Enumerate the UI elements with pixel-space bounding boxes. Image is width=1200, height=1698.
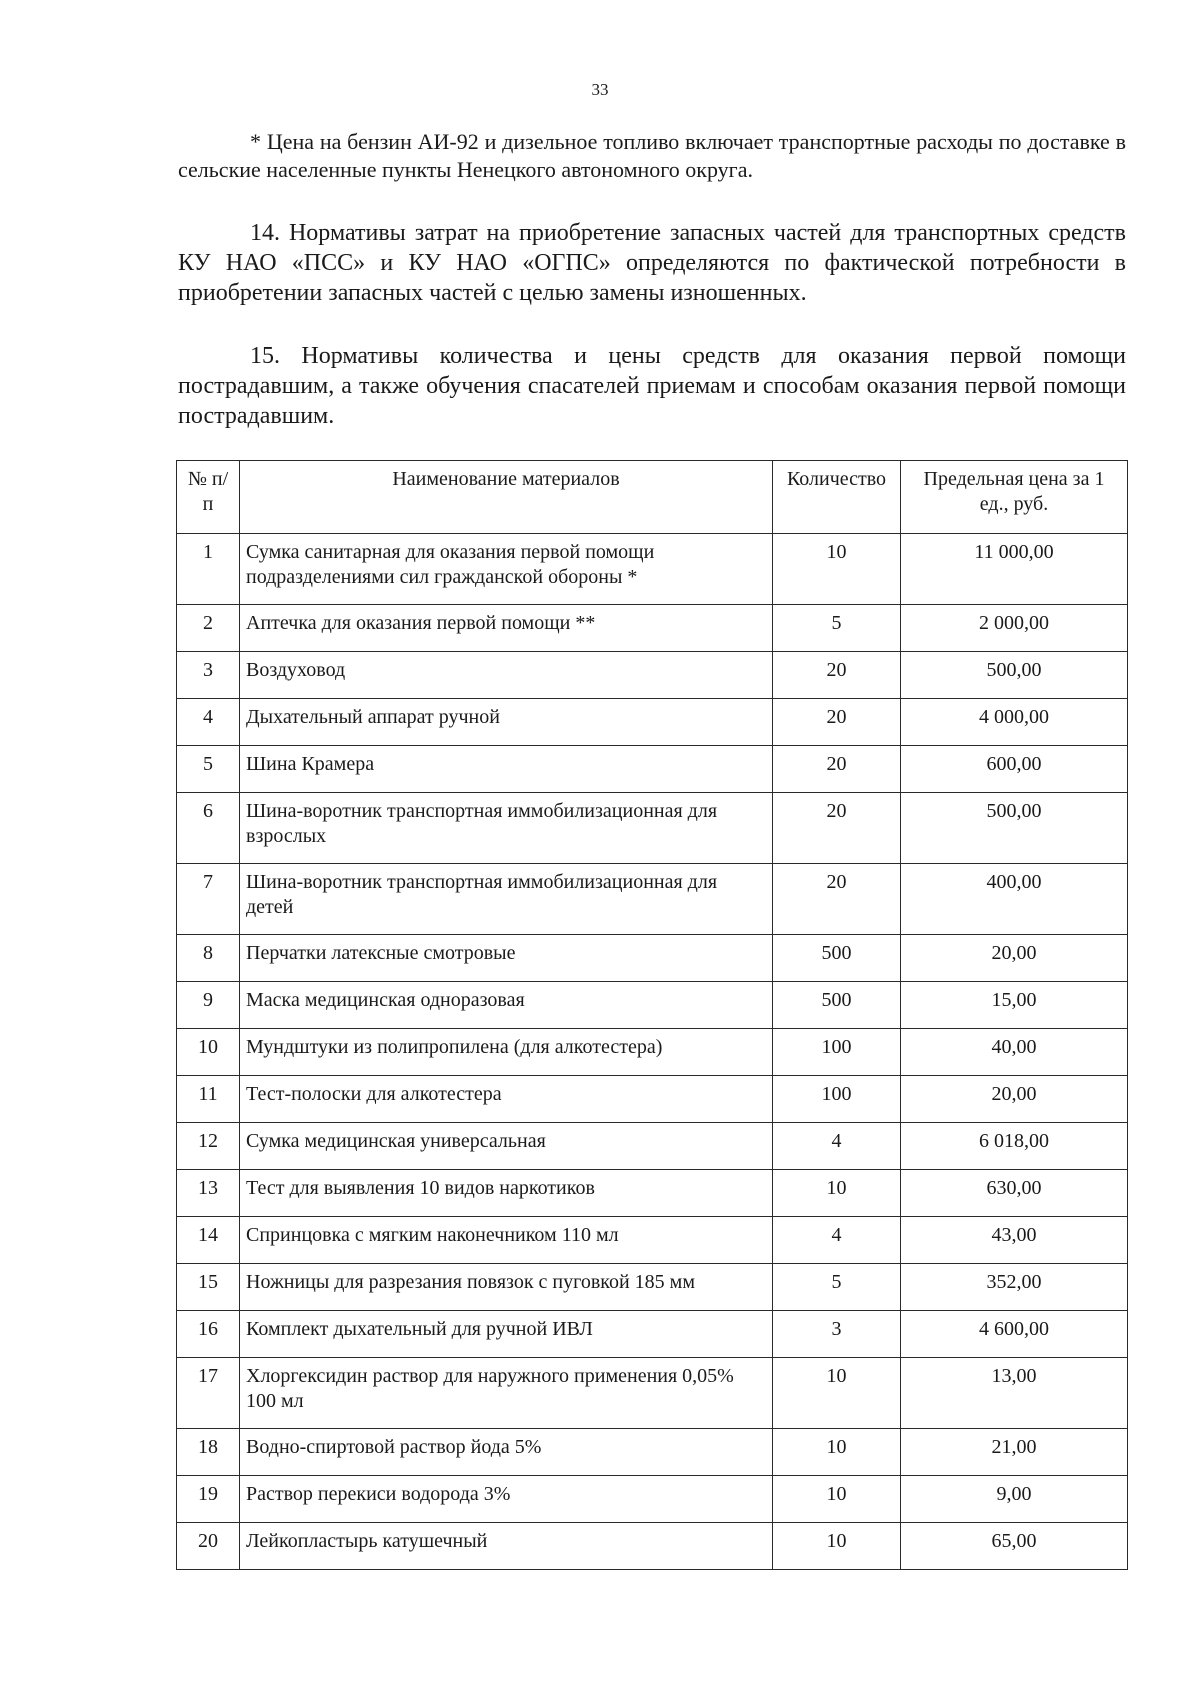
- cell-name: Шина-воротник транспортная иммобилизационная для детей: [240, 864, 773, 935]
- cell-name: Ножницы для разрезания повязок с пуговкой 185 мм: [240, 1264, 773, 1311]
- cell-price: 4 600,00: [901, 1311, 1128, 1358]
- cell-qty: 20: [773, 746, 901, 793]
- cell-price: 65,00: [901, 1523, 1128, 1570]
- cell-name: Шина-воротник транспортная иммобилизационная для взрослых: [240, 793, 773, 864]
- cell-qty: 3: [773, 1311, 901, 1358]
- cell-qty: 10: [773, 1523, 901, 1570]
- cell-price: 500,00: [901, 793, 1128, 864]
- cell-price: 500,00: [901, 652, 1128, 699]
- cell-price: 43,00: [901, 1217, 1128, 1264]
- cell-num: 20: [177, 1523, 240, 1570]
- cell-price: 352,00: [901, 1264, 1128, 1311]
- cell-qty: 100: [773, 1076, 901, 1123]
- cell-num: 11: [177, 1076, 240, 1123]
- cell-qty: 10: [773, 534, 901, 605]
- cell-num: 19: [177, 1476, 240, 1523]
- cell-name: Лейкопластырь катушечный: [240, 1523, 773, 1570]
- cell-name: Мундштуки из полипропилена (для алкотестера): [240, 1029, 773, 1076]
- cell-name: Перчатки латексные смотровые: [240, 935, 773, 982]
- cell-qty: 500: [773, 935, 901, 982]
- cell-qty: 4: [773, 1123, 901, 1170]
- cell-qty: 500: [773, 982, 901, 1029]
- cell-qty: 100: [773, 1029, 901, 1076]
- page-number: 33: [591, 80, 609, 99]
- cell-price: 2 000,00: [901, 605, 1128, 652]
- cell-price: 15,00: [901, 982, 1128, 1029]
- cell-price: 21,00: [901, 1429, 1128, 1476]
- footnote-paragraph: [178, 128, 1126, 184]
- cell-num: 8: [177, 935, 240, 982]
- cell-price: 4 000,00: [901, 699, 1128, 746]
- header-price: Предельная цена за 1 ед., руб.: [901, 461, 1128, 534]
- cell-name: Комплект дыхательный для ручной ИВЛ: [240, 1311, 773, 1358]
- cell-name: Маска медицинская одноразовая: [240, 982, 773, 1029]
- cell-price: 600,00: [901, 746, 1128, 793]
- table-row: [177, 793, 1128, 864]
- cell-name: Спринцовка с мягким наконечником 110 мл: [240, 1217, 773, 1264]
- cell-qty: 4: [773, 1217, 901, 1264]
- cell-qty: 5: [773, 605, 901, 652]
- cell-price: 13,00: [901, 1358, 1128, 1429]
- cell-price: 9,00: [901, 1476, 1128, 1523]
- table-header-row: [177, 461, 1128, 534]
- cell-num: 3: [177, 652, 240, 699]
- cell-num: 15: [177, 1264, 240, 1311]
- table-row: [177, 1264, 1128, 1311]
- cell-qty: 20: [773, 793, 901, 864]
- cell-num: 13: [177, 1170, 240, 1217]
- cell-name: Водно-спиртовой раствор йода 5%: [240, 1429, 773, 1476]
- table-row: [177, 1358, 1128, 1429]
- cell-num: 7: [177, 864, 240, 935]
- table-row: [177, 1429, 1128, 1476]
- cell-name: Тест-полоски для алкотестера: [240, 1076, 773, 1123]
- table-row: [177, 1076, 1128, 1123]
- table-row: [177, 935, 1128, 982]
- table-row: [177, 1476, 1128, 1523]
- cell-name: Воздуховод: [240, 652, 773, 699]
- table-row: [177, 699, 1128, 746]
- cell-num: 12: [177, 1123, 240, 1170]
- cell-num: 2: [177, 605, 240, 652]
- cell-num: 6: [177, 793, 240, 864]
- cell-price: 20,00: [901, 935, 1128, 982]
- cell-num: 18: [177, 1429, 240, 1476]
- table-row: [177, 1029, 1128, 1076]
- cell-num: 17: [177, 1358, 240, 1429]
- table-row: [177, 605, 1128, 652]
- table-row: [177, 652, 1128, 699]
- header-qty: Количество: [773, 461, 901, 534]
- cell-name: Шина Крамера: [240, 746, 773, 793]
- table-row: [177, 982, 1128, 1029]
- cell-num: 1: [177, 534, 240, 605]
- cell-num: 5: [177, 746, 240, 793]
- cell-qty: 10: [773, 1358, 901, 1429]
- cell-name: Аптечка для оказания первой помощи **: [240, 605, 773, 652]
- cell-price: 6 018,00: [901, 1123, 1128, 1170]
- cell-qty: 10: [773, 1170, 901, 1217]
- cell-qty: 10: [773, 1429, 901, 1476]
- cell-name: Хлоргексидин раствор для наружного применения 0,05% 100 мл: [240, 1358, 773, 1429]
- cell-price: 40,00: [901, 1029, 1128, 1076]
- cell-price: 11 000,00: [901, 534, 1128, 605]
- cell-name: Сумка санитарная для оказания первой помощи подразделениями сил гражданской обороны *: [240, 534, 773, 605]
- table-row: [177, 534, 1128, 605]
- header-num: № п/п: [177, 461, 240, 534]
- cell-qty: 20: [773, 864, 901, 935]
- table-row: [177, 1523, 1128, 1570]
- table-row: [177, 1170, 1128, 1217]
- section-15-text: 15. Нормативы количества и цены средств для оказания первой помощи пострадавшим, а также обучения спасателей приемам и способам оказания первой помощи пострадавшим.: [178, 343, 1126, 429]
- cell-qty: 5: [773, 1264, 901, 1311]
- header-name: Наименование материалов: [240, 461, 773, 534]
- table-row: [177, 864, 1128, 935]
- cell-price: 630,00: [901, 1170, 1128, 1217]
- table-row: [177, 1123, 1128, 1170]
- cell-num: 9: [177, 982, 240, 1029]
- section-14-paragraph: [178, 218, 1126, 308]
- footnote-text: * Цена на бензин АИ-92 и дизельное топливо включает транспортные расходы по доставке в сельские населенные пункты Ненецкого автономного округа.: [178, 129, 1126, 182]
- table-row: [177, 1311, 1128, 1358]
- table-row: [177, 746, 1128, 793]
- cell-name: Дыхательный аппарат ручной: [240, 699, 773, 746]
- cell-name: Тест для выявления 10 видов наркотиков: [240, 1170, 773, 1217]
- cell-qty: 20: [773, 652, 901, 699]
- cell-qty: 10: [773, 1476, 901, 1523]
- cell-num: 4: [177, 699, 240, 746]
- table-row: [177, 1217, 1128, 1264]
- cell-name: Раствор перекиси водорода 3%: [240, 1476, 773, 1523]
- cell-num: 10: [177, 1029, 240, 1076]
- cell-price: 20,00: [901, 1076, 1128, 1123]
- cell-name: Сумка медицинская универсальная: [240, 1123, 773, 1170]
- cell-num: 16: [177, 1311, 240, 1358]
- cell-num: 14: [177, 1217, 240, 1264]
- cell-price: 400,00: [901, 864, 1128, 935]
- section-14-text: 14. Нормативы затрат на приобретение запасных частей для транспортных средств КУ НАО «ПСС» и КУ НАО «ОГПС» определяются по фактической потребности в приобретении запасных частей с целью замены изношенных.: [178, 220, 1126, 306]
- section-15-paragraph: [178, 341, 1126, 431]
- first-aid-norms-table: [176, 460, 1128, 1570]
- cell-qty: 20: [773, 699, 901, 746]
